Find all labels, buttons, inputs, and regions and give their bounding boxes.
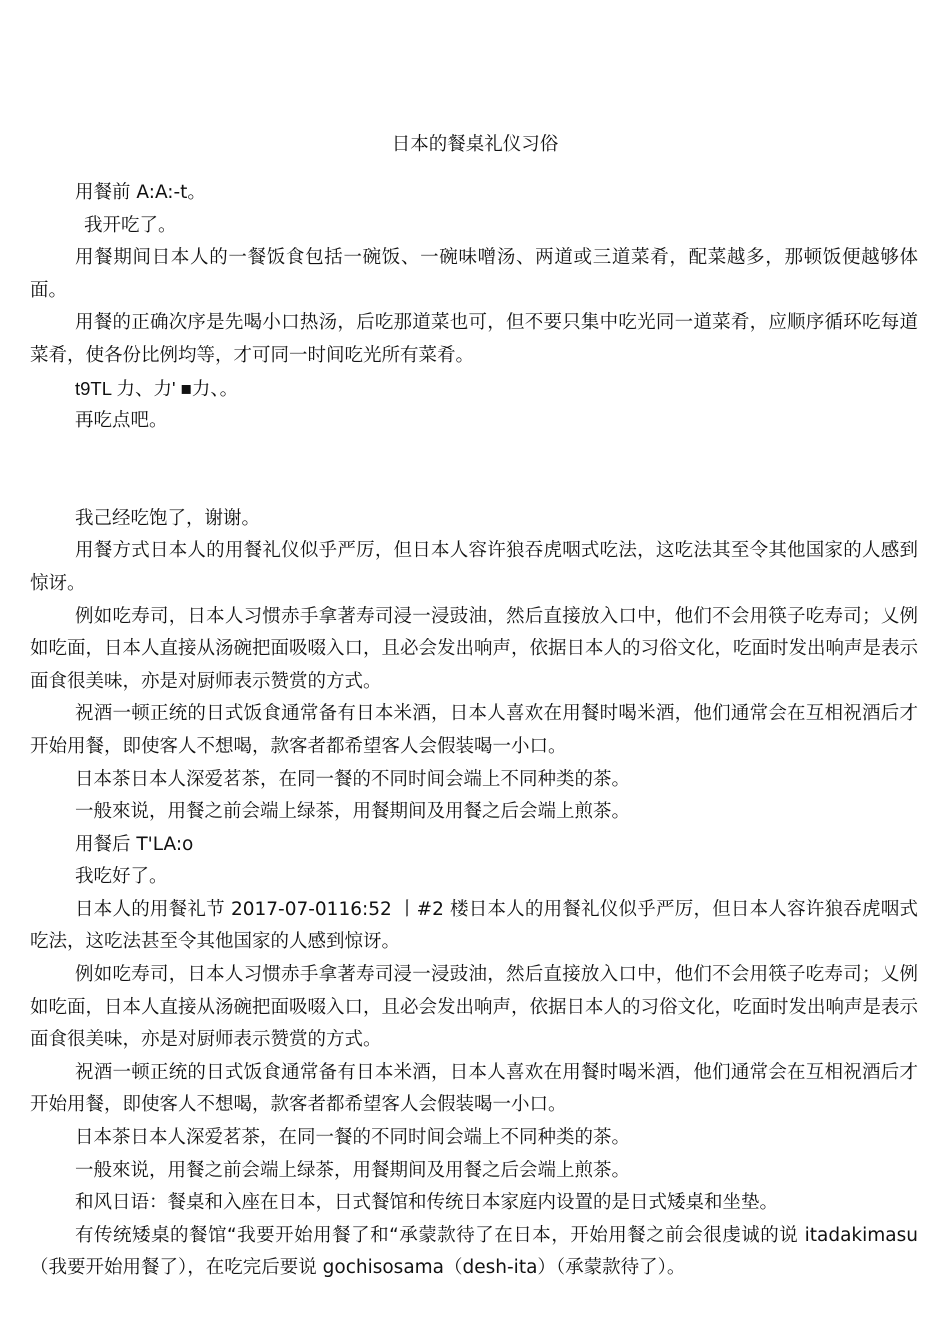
paragraph-sushi-noodles-repeat: 例如吃寿司，日本人习惯赤手拿著寿司浸一浸豉油，然后直接放入口中，他们不会用筷子吃寿司；乂例如吃面，日本人直接从汤碗把面吸啜入口，且必会发出响声，依据日本人的习俗文化，吃面时发出响声是表示面食很美味，亦是对厨师表示赞赏的方式。 (30, 964, 919, 1051)
paragraph-dining-style: 用餐方式日本人的用餐礼仪似乎严厉，但日本人容许狼吞虎咽式吃法，这吃法其至令其他国家的人感到惊讶。 (30, 540, 918, 594)
paragraph-dining-etiquette-post: 日本人的用餐礼节 2017-07-0116:52 丨#2 楼日本人的用餐礼仪似乎严厉，但日本人容许狼吞虎咽式吃法，这吃法甚至令其他国家的人感到惊讶。 (30, 898, 918, 953)
paragraph-before-meal: 用餐前 A:A:-t。 (75, 182, 206, 203)
paragraph-tea-timing-repeat: 一般來说，用餐之前会端上绿茶，用餐期间及用餐之后会端上煎茶。 (75, 1159, 631, 1181)
paragraph-after-meal: 用餐后 T'LA:o (75, 833, 194, 855)
paragraph-full-thanks: 我己经吃饱了，谢谢。 (75, 507, 261, 529)
document-title: 日本的餐桌礼仪习俗 (391, 134, 559, 155)
paragraph-japanese-tea-repeat: 日本茶日本人深爱茗茶，在同一餐的不同时间会端上不同种类的茶。 (75, 1127, 631, 1149)
paragraph-during-meal: 用餐期间日本人的一餐饭食包括一碗饭、一碗味噌汤、两道或三道菜肴，配菜越多，那顿饭便越够体面。 (30, 247, 918, 301)
paragraph-toast: 祝酒一顿正统的日式饭食通常备有日本米酒，日本人喜欢在用餐时喝米酒，他们通常会在互相祝酒后才开始用餐，即使客人不想喝，款客者都希望客人会假装喝一小口。 (30, 703, 918, 757)
document-body (30, 177, 918, 1285)
blank-gap (30, 438, 918, 503)
paragraph-table-seating: 和风日语：餐桌和入座在日本，日式餐馆和传统日本家庭内设置的是日式矮桌和坐垫。 (75, 1192, 779, 1214)
paragraph-sushi-noodles: 例如吃寿司，日本人习惯赤手拿著寿司浸一浸豉油，然后直接放入口中，他们不会用筷子吃寿司；乂例如吃面，日本人直接从汤碗把面吸啜入口，且必会发出响声，依据日本人的习俗文化，吃面时发出响声是表示面食很美味，亦是对厨师表示赞赏的方式。 (30, 605, 919, 692)
paragraph-i-finished: 我吃好了。 (75, 866, 168, 888)
paragraph-japanese-tea: 日本茶日本人深爱茗茶，在同一餐的不同时间会端上不同种类的茶。 (75, 768, 631, 790)
paragraph-i-start-eating: 我开吃了。 (84, 214, 177, 236)
paragraph-itadakimasu: 有传统矮桌的餐馆“我要开始用餐了和“承蒙款待了在日本，开始用餐之前会很虔诚的说 itadakimasu（我要开始用餐了），在吃完后要说 gochisosama（desh-ita）（承蒙款待了）。 (30, 1224, 918, 1279)
paragraph-eating-order: 用餐的正确次序是先喝小口热汤，后吃那道菜也可，但不要只集中吃光同一道菜肴，应顺序循环吃每道菜肴，使各份比例均等，才可同一时间吃光所有菜肴。 (30, 312, 918, 366)
paragraph-garbled-phrase: t9TL 力、力' ■力、。 (75, 377, 239, 399)
paragraph-tea-timing: 一般來说，用餐之前会端上绿茶，用餐期间及用餐之后会端上煎茶。 (75, 801, 631, 823)
paragraph-eat-more: 再吃点吧。 (75, 410, 168, 432)
paragraph-toast-repeat: 祝酒一顿正统的日式饭食通常备有日本米酒，日本人喜欢在用餐时喝米酒，他们通常会在互相祝酒后才开始用餐，即使客人不想喝，款客者都希望客人会假装喝一小口。 (30, 1061, 918, 1116)
